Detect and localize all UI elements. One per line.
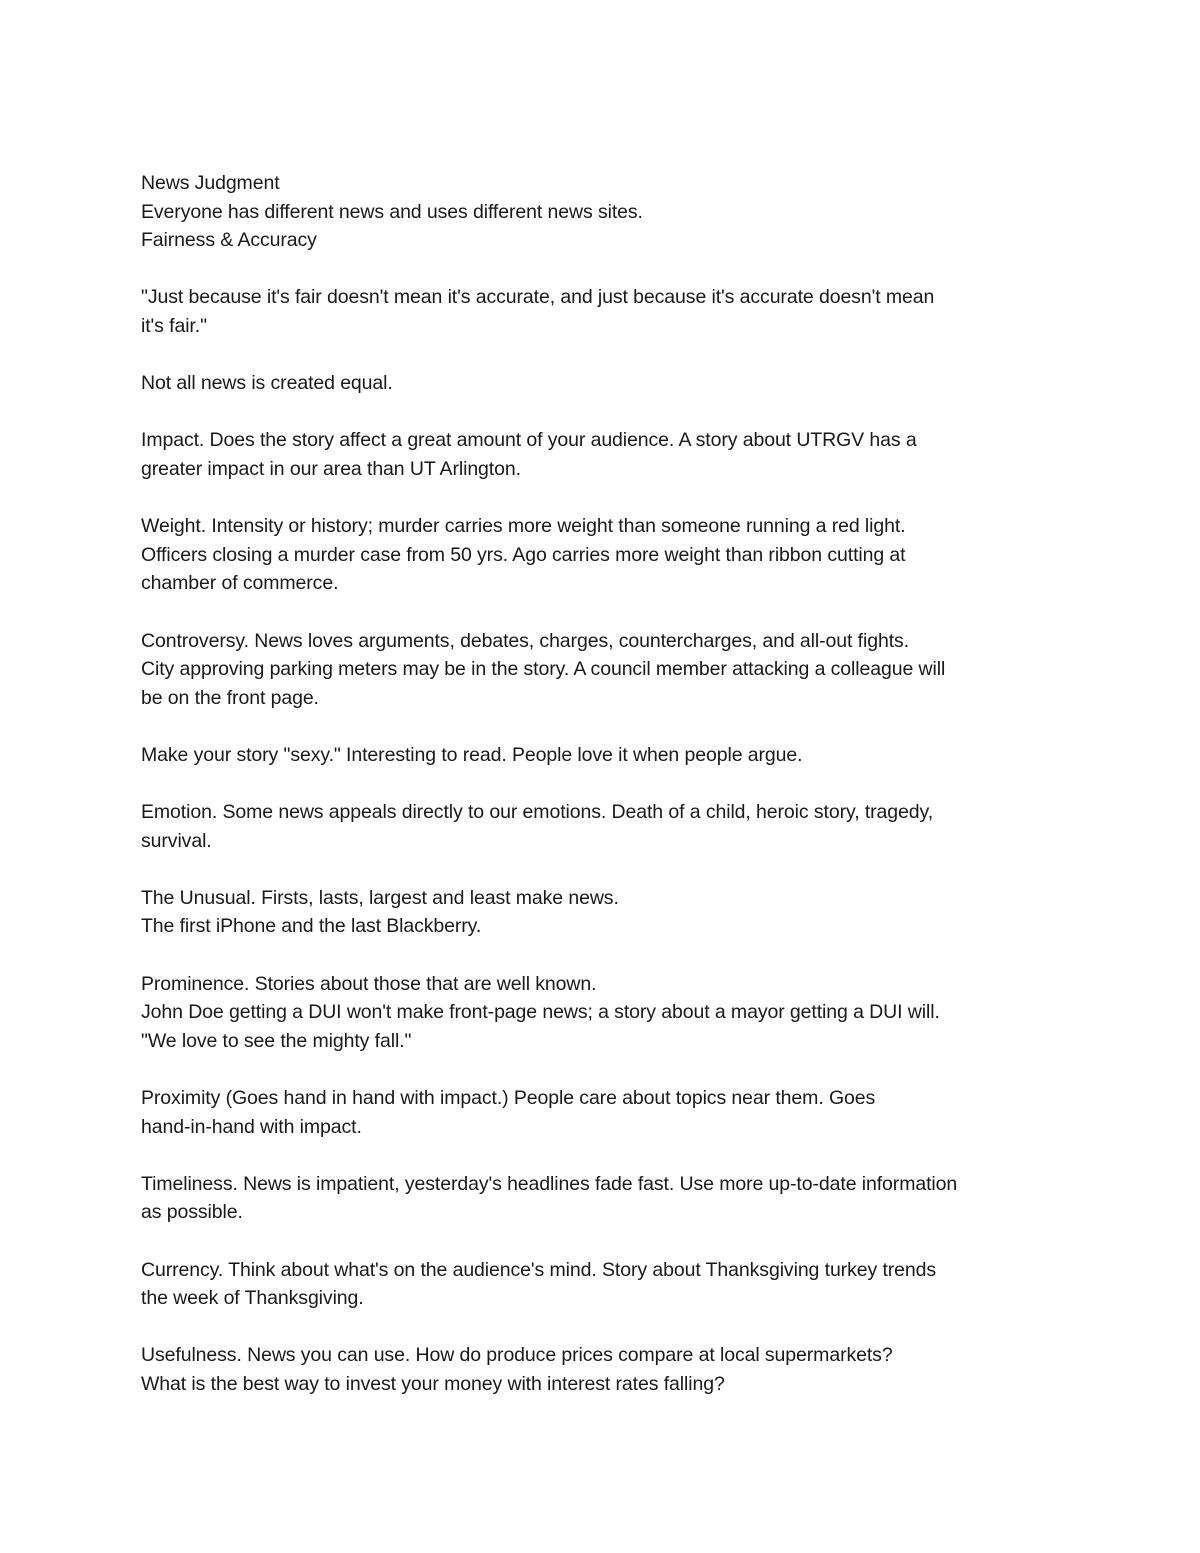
blank-line <box>141 712 1071 741</box>
text-line: John Doe getting a DUI won't make front-page news; a story about a mayor getting a DUI will. <box>141 1001 940 1024</box>
text-line: Make your story "sexy." Interesting to read. People love it when people argue. <box>141 743 803 766</box>
text-line: The Unusual. Firsts, lasts, largest and least make news. <box>141 886 619 909</box>
text-line: Proximity (Goes hand in hand with impact.) People care about topics near them. Goes <box>141 1087 876 1109</box>
text-line: Officers closing a murder case from 50 yrs. Ago carries more weight than ribbon cutting at <box>141 543 906 566</box>
blank-line <box>141 398 1071 427</box>
text-line: "We love to see the mighty fall." <box>141 1029 412 1052</box>
text-line: Weight. Intensity or history; murder carries more weight than someone running a red light. <box>141 515 906 538</box>
blank-line <box>141 341 1071 370</box>
text-line: Controversy. News loves arguments, debates, charges, countercharges, and all-out fights. <box>141 629 909 652</box>
blank-line <box>141 598 1071 627</box>
text-line: Not all news is created equal. <box>141 372 393 395</box>
text-line: Impact. Does the story affect a great amount of your audience. A story about UTRGV has a <box>141 429 917 452</box>
blank-line <box>141 941 1071 970</box>
text-line: Emotion. Some news appeals directly to our emotions. Death of a child, heroic story, tragedy, <box>141 801 934 824</box>
blank-line <box>141 1055 1071 1084</box>
text-line: Usefulness. News you can use. How do produce prices compare at local supermarkets? <box>141 1344 893 1367</box>
blank-line <box>141 1227 1071 1256</box>
text-line: Prominence. Stories about those that are well known. <box>141 972 597 995</box>
text-line: Everyone has different news and uses different news sites. <box>141 200 643 223</box>
blank-line <box>141 484 1071 513</box>
text-line: chamber of commerce. <box>141 572 339 595</box>
text-line: survival. <box>141 829 212 852</box>
blank-line <box>141 1141 1071 1170</box>
text-line: the week of Thanksgiving. <box>141 1287 364 1310</box>
blank-line <box>141 855 1071 884</box>
text-line: "Just because it's fair doesn't mean it's accurate, and just because it's accurate doesn't mean <box>141 286 935 309</box>
text-line: Currency. Think about what's on the audience's mind. Story about Thanksgiving turkey trends <box>141 1258 937 1281</box>
text-line: City approving parking meters may be in the story. A council member attacking a colleague will <box>141 658 946 681</box>
text-line: The first iPhone and the last Blackberry. <box>141 915 482 938</box>
text-line: Timeliness. News is impatient, yesterday's headlines fade fast. Use more up-to-date information <box>141 1172 958 1195</box>
text-line: be on the front page. <box>141 686 319 709</box>
blank-line <box>141 1313 1071 1342</box>
text-line: hand-in-hand with impact. <box>141 1115 362 1138</box>
text-line: greater impact in our area than UT Arlington. <box>141 457 521 480</box>
text-line: What is the best way to invest your money with interest rates falling? <box>141 1372 725 1395</box>
blank-line <box>141 255 1071 284</box>
blank-line <box>141 769 1071 798</box>
text-line: as possible. <box>141 1201 243 1224</box>
document-title: News Judgment <box>141 172 280 194</box>
text-line: Fairness & Accuracy <box>141 229 317 252</box>
text-line: it's fair." <box>141 314 207 337</box>
document-body <box>141 169 1071 1399</box>
